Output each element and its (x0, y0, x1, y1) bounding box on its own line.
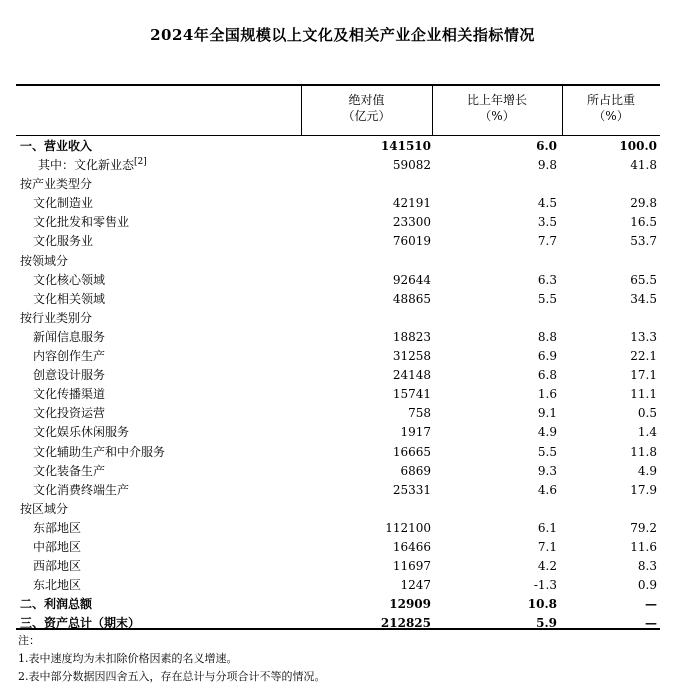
table-row (16, 614, 660, 633)
cell-absolute-value: 12909 (389, 597, 431, 612)
row-label: 文化辅助生产和中介服务 (33, 444, 166, 459)
cell-absolute-value: 141510 (380, 139, 431, 153)
cell-share: 29.8 (630, 196, 657, 211)
row-label: 文化传播渠道 (33, 387, 106, 402)
cell-share: 17.9 (630, 482, 657, 497)
row-label: 文化核心领域 (33, 272, 106, 287)
cell-absolute-value: 23300 (392, 215, 431, 230)
cell-absolute-value: 11697 (392, 559, 431, 574)
table-row (16, 309, 660, 328)
row-label: 文化批发和零售业 (33, 215, 130, 230)
cell-absolute-value: 16665 (392, 444, 431, 459)
cell-share: 0.9 (637, 578, 657, 593)
cell-growth: 1.6 (537, 387, 557, 402)
cell-share: 11.6 (630, 539, 657, 554)
table-bottom-rule (16, 628, 660, 630)
cell-absolute-value: 1247 (400, 578, 431, 593)
row-label: 按区域分 (20, 501, 69, 516)
table-body (16, 137, 660, 633)
cell-growth: -1.3 (533, 578, 557, 593)
row-label: 中部地区 (33, 539, 82, 554)
table-row (16, 462, 660, 481)
cell-share: 65.5 (630, 272, 657, 287)
cell-share: 13.3 (630, 329, 657, 344)
row-label: 按领域分 (20, 253, 69, 268)
cell-growth: 4.6 (537, 482, 557, 497)
row-label: 文化装备生产 (33, 463, 106, 478)
table-title: 2024年全国规模以上文化及相关产业企业相关指标情况 (150, 26, 535, 44)
header-line: 比上年增长 (466, 93, 527, 107)
row-label: 文化消费终端生产 (33, 482, 130, 497)
cell-absolute-value: 76019 (392, 234, 431, 249)
cell-share: 4.9 (637, 463, 657, 478)
header-share (562, 92, 660, 124)
cell-share: 11.1 (630, 387, 657, 402)
row-label: 二、利润总额 (20, 597, 93, 612)
cell-share: 79.2 (630, 520, 657, 535)
cell-growth: 4.5 (537, 196, 557, 211)
row-label: 其中：文化新业态[2] (38, 157, 147, 173)
cell-absolute-value: 25331 (392, 482, 431, 497)
footnote-ref: [2] (134, 157, 147, 168)
cell-absolute-value: 212825 (380, 616, 431, 631)
row-label: 西部地区 (33, 559, 82, 574)
table-row (16, 366, 660, 385)
table-row (16, 423, 660, 442)
row-label: 文化相关领域 (33, 291, 106, 306)
table-row (16, 137, 660, 156)
table-row (16, 271, 660, 290)
note-line: 1.表中速度均为未扣除价格因素的名义增速。 (18, 652, 238, 665)
cell-growth: 8.8 (537, 329, 557, 344)
row-label: 文化制造业 (33, 196, 94, 211)
cell-growth: 4.9 (537, 425, 557, 440)
cell-absolute-value: 15741 (392, 387, 431, 402)
cell-absolute-value: 1917 (400, 425, 431, 440)
cell-growth: 5.5 (537, 291, 557, 306)
cell-growth: 7.7 (537, 234, 557, 249)
cell-growth: 6.1 (537, 520, 557, 535)
cell-share: 41.8 (630, 158, 657, 173)
cell-share: 0.5 (637, 406, 657, 421)
header-growth (432, 92, 562, 124)
table-row (16, 156, 660, 175)
table-row (16, 252, 660, 271)
cell-absolute-value: 59082 (392, 158, 431, 173)
cell-growth: 9.8 (537, 158, 557, 173)
header-unit: （%） (479, 109, 515, 123)
table-header-rule (16, 135, 660, 136)
cell-growth: 9.3 (537, 463, 557, 478)
row-label: 三、资产总计（期末） (20, 616, 141, 631)
table-row (16, 576, 660, 595)
cell-share: 11.8 (630, 444, 657, 459)
table-row (16, 538, 660, 557)
cell-share: — (645, 616, 657, 631)
cell-absolute-value: 6869 (400, 463, 431, 478)
table-row (16, 385, 660, 404)
cell-absolute-value: 758 (408, 406, 431, 421)
cell-share: 1.4 (637, 425, 657, 440)
table-row (16, 232, 660, 251)
cell-share: 17.1 (630, 368, 657, 383)
cell-growth: 6.3 (537, 272, 557, 287)
cell-absolute-value: 48865 (392, 291, 431, 306)
row-label: 一、营业收入 (20, 139, 93, 153)
cell-growth: 3.5 (537, 215, 557, 230)
header-unit: （%） (593, 109, 629, 123)
cell-share: 34.5 (630, 291, 657, 306)
row-label: 文化服务业 (33, 234, 94, 249)
table-row (16, 519, 660, 538)
cell-absolute-value: 31258 (392, 349, 431, 364)
cell-absolute-value: 18823 (392, 329, 431, 344)
table-row (16, 500, 660, 519)
cell-growth: 6.0 (536, 139, 557, 153)
cell-absolute-value: 16466 (392, 539, 431, 554)
row-label: 文化投资运营 (33, 406, 106, 421)
cell-absolute-value: 112100 (385, 520, 431, 535)
cell-share: 16.5 (630, 215, 657, 230)
cell-growth: 4.2 (537, 559, 557, 574)
cell-growth: 6.8 (537, 368, 557, 383)
row-label: 新闻信息服务 (33, 329, 106, 344)
row-label: 创意设计服务 (33, 368, 106, 383)
table-row (16, 557, 660, 576)
cell-share: 100.0 (619, 139, 657, 153)
row-label: 按产业类型分 (20, 177, 93, 192)
header-unit: （亿元） (342, 109, 391, 123)
cell-share: — (645, 597, 657, 612)
table-row (16, 481, 660, 500)
row-label: 内容创作生产 (33, 349, 106, 364)
row-label: 文化娱乐休闲服务 (33, 425, 130, 440)
row-label: 东北地区 (33, 578, 82, 593)
table-row (16, 175, 660, 194)
table-row (16, 443, 660, 462)
cell-growth: 5.5 (537, 444, 557, 459)
table-row (16, 595, 660, 614)
cell-share: 22.1 (630, 349, 657, 364)
table-row (16, 404, 660, 423)
table-row (16, 290, 660, 309)
header-line: 所占比重 (586, 93, 635, 107)
table-row (16, 347, 660, 366)
header-line: 绝对值 (348, 93, 385, 107)
table-top-rule (16, 84, 660, 86)
table-row (16, 328, 660, 347)
row-label: 按行业类别分 (20, 310, 93, 325)
cell-share: 8.3 (637, 559, 657, 574)
cell-absolute-value: 42191 (392, 196, 431, 211)
note-line: 2.表中部分数据因四舍五入，存在总计与分项合计不等的情况。 (18, 670, 326, 683)
cell-growth: 9.1 (537, 406, 557, 421)
cell-share: 53.7 (630, 234, 657, 249)
footnotes (18, 632, 326, 686)
table-row (16, 194, 660, 213)
table-row (16, 213, 660, 232)
cell-growth: 5.9 (536, 616, 557, 631)
notes-heading: 注： (18, 634, 40, 647)
cell-growth: 10.8 (527, 597, 557, 612)
row-label: 东部地区 (33, 520, 82, 535)
cell-absolute-value: 24148 (392, 368, 431, 383)
cell-growth: 6.9 (537, 349, 557, 364)
cell-growth: 7.1 (537, 539, 557, 554)
cell-absolute-value: 92644 (392, 272, 431, 287)
header-absolute-value (301, 92, 432, 124)
